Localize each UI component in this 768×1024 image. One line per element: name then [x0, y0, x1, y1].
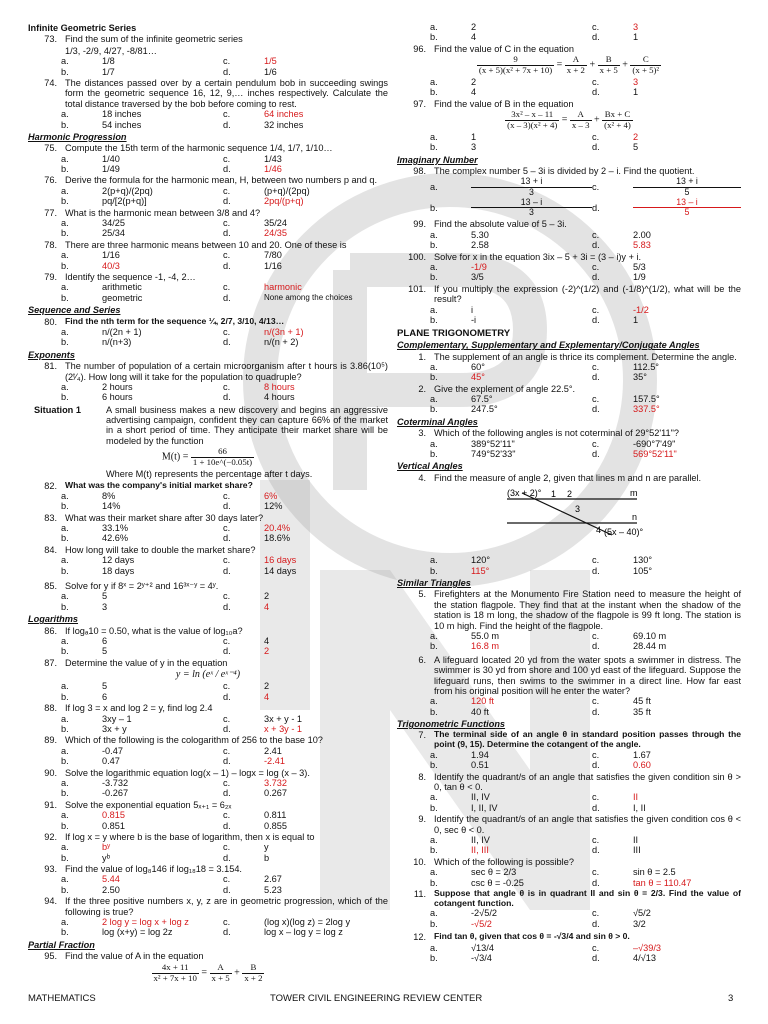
section-title-partial-fraction: Partial Fraction — [28, 939, 95, 950]
question-82: 82. What was the company's initial market share? a. 8% c. 6% b. 14% d. 12% — [44, 479, 283, 512]
trig-question-3: 3. Which of the following angles is not coterminal of 29°52'11"? a. 389°52'11" c. -690°7'49" b. 749°52'33" d. 569°52'11" — [418, 428, 679, 460]
question-86: 86. If logₐ10 = 0.50, what is the value of log₁₀a? a. 6 c. 4 b. 5 d. 2 — [44, 625, 270, 657]
question-81: 81. The number of population of a certain microorganism after t hours is 3.86(10⁵)(2ᵗ⁄₄). How long will it take for the population to quadruple? a. 2 hours c. 8 hours b. 6 hours d. 4 hours — [44, 361, 388, 403]
right-column — [397, 22, 741, 963]
footer-page-number: 3 — [728, 993, 734, 1004]
figure-label-2: 2 — [567, 489, 573, 500]
section-title-harmonic: Harmonic Progression — [28, 131, 127, 142]
question-75: 75. Compute the 15th term of the harmonic sequence 1/4, 1/7, 1/10… a. 1/40 c. 1/43 b. 1/49 d. 1/46 — [44, 143, 333, 175]
footer-center-name: TOWER CIVIL ENGINEERING REVIEW CENTER — [270, 993, 483, 1004]
section-title-logarithms: Logarithms — [28, 614, 79, 625]
question-100: 100. Solve for x in the equation 3ix – 5 + 3i = (3 – i)y + i. a. -1/9 c. 5/3 b. 3/5 d. 1/9 — [408, 251, 646, 283]
trig-question-10: 10. Which of the following is possible? a. sec θ = 2/3 c. sin θ = 2.5 b. csc θ = -0.25 d. tan θ = 110.47 — [413, 856, 692, 888]
question-88: 88. If log 3 = x and log 2 = y, find log 2.4 a. 3xy – 1 c. 3x + y - 1 b. 3x + y d. x + 3y - 1 — [44, 703, 303, 734]
question-93: 93. Find the value of log₈146 if log₁₈18 = 3.154. a. 5.44 c. 2.67 b. 2.50 d. 5.23 — [44, 864, 282, 895]
question-74: 74. The distances passed over by a certain pendulum bob in succeeding swings form the geometric sequence 16, 12, 9,… inches respectively. Calculate the total distance traversed by the bob before coming to rest. a. 18 inches c. 64 inches b. 54 inches d. 32 inches — [44, 77, 388, 130]
question-73: 73. Find the sum of the infinite geometric series 1/3, -2/9, 4/27, -8/81… a. 1/8 c. 1/5 b. 1/7 d. 1/6 — [44, 34, 277, 77]
section-title-complementary: Complementary, Supplementary and Explementary/Conjugate Angles — [397, 340, 700, 351]
parallel-lines-diagram — [397, 485, 741, 555]
partial-fraction-equation-a: $\frac{4x + 11}{\text{x² + 7x + 10}}$ = $\frac{A}{x + 5}$ + $\frac{B}{x + 2}$ — [153, 961, 263, 983]
question-87: 87. Determine the value of y in the equation y = ln (eˣ / eˣ⁻⁴) a. 5 c. 2 b. 6 d. 4 — [28, 658, 388, 702]
trig-question-8: 8. Identify the quadrant/s of an angle that satisfies the given condition sin θ > 0, tan θ < 0. a. II, IV c. II b. I, II, IV d. I, II — [418, 771, 741, 813]
partial-fraction-equation-c: $\frac{9}{\text{(x + 5)(x² + 7x + 10)}}$ = $\frac{A}{x + 2}$ + $\frac{B}{x + 5}$ + $\frac{C}{\text{(x + 5)²}}$ — [478, 54, 660, 76]
figure-label-4: 4 — [596, 525, 602, 536]
section-title-infinite: Infinite Geometric Series — [28, 23, 137, 33]
question-79: 79. Identify the sequence -1, -4, 2… a. arithmetic c. harmonic b. geometric d. None among the choices — [44, 271, 353, 303]
question-85: 85. Solve for y if 8ˣ = 2ʸ⁺² and 16³ˣ⁻ʸ = 4ʸ. a. 5 c. 2 b. 3 d. 4 — [44, 581, 270, 612]
figure-label-1: 1 — [551, 489, 557, 500]
question-97: 97. Find the value of B in the equation $\frac{\text{3x² – x – 11}}{\text{(x – 3)(x² + 4)}}$ = $\frac{A}{x - 3}$ + $\frac{Bx + C}{\text{(x² + 4)}}$ a. 1 c. 2 b. 3 d. 5 — [397, 99, 741, 153]
figure-label-5x40: (5x – 40)° — [604, 527, 644, 538]
question-92: 92. If log x = y where b is the base of logarithm, then x is equal to a. bʸ c. y b. yᵇ d. b — [44, 831, 315, 863]
parallel-lines-figure — [397, 485, 741, 555]
market-share-equation: M(t) = $\frac{66}{1 + 10e\^{}(-0.05t)}$ — [161, 446, 253, 468]
section-title-plane-trig: PLANE TRIGONOMETRY — [397, 328, 511, 340]
question-98: 98. The complex number 5 – 3i is divided by 2 – i. Find the quotient. a. 13 + i 3 c. 13 + i 5 b. 13 – i 3 d. 13 – i 5 — [397, 166, 741, 218]
question-76: 76. Derive the formula for the harmonic mean, H, between two numbers p and q. a. 2(p+q)/(2pq) c. (p+q)/(2pq) b. pq/[2(p+q)] d. 2pq/(p+q) — [44, 175, 378, 207]
section-title-coterminal: Coterminal Angles — [397, 416, 478, 427]
section-title-sequence: Sequence and Series — [28, 305, 121, 316]
trig-question-2: 2. Give the explement of angle 22.5°. a. 67.5° c. 157.5° b. 247.5° d. 337.5° — [418, 383, 660, 415]
question-84: 84. How long will take to double the market share? a. 12 days c. 16 days b. 18 days d. 14 days — [44, 544, 297, 576]
trig-question-12: 12. Find tan θ, given that cos θ = -√3/4 and sin θ > 0. a. √13/4 c. –√39/3 b. -√3/4 d. 4/√13 — [413, 931, 662, 963]
question-95: 95. Find the value of A in the equation $\frac{4x + 11}{\text{x² + 7x + 10}}$ = $\frac{A}{x + 5}$ + $\frac{B}{x + 2}$ — [28, 951, 388, 983]
section-title-exponents: Exponents — [28, 349, 75, 360]
trig-question-1: 1. The supplement of an angle is thrice its complement. Determine the angle. a. 60° c. 112.5° b. 45° d. 35° — [418, 351, 737, 383]
figure-label-m: m — [630, 488, 638, 499]
question-96: 96. Find the value of C in the equation $\frac{9}{\text{(x + 5)(x² + 7x + 10)}}$ = $\frac{A}{x + 2}$ + $\frac{B}{x + 5}$ + $\frac{C}{\text{(x + 5)²}}$ a. 2 c. 3 b. 4 d. 1 — [397, 44, 741, 98]
section-title-vertical: Vertical Angles — [397, 461, 463, 472]
trig-question-4: 4. Find the measure of angle 2, given that lines m and n are parallel. (3x + 2)° 1 2 m 3 n 4 (5x – 40)° a. 120° c. 130° b. 115° d. 105° — [397, 473, 741, 576]
question-78: 78. There are three harmonic means between 10 and 20. One of these is a. 1/16 c. 7/80 b. 40/3 d. 1/16 — [44, 239, 347, 271]
question-91: 91. Solve the exponential equation 5ₓ₊₁ = 6₂ₓ a. 0.815 c. 0.811 b. 0.851 d. 0.855 — [44, 799, 287, 831]
figure-label-3: 3 — [575, 504, 581, 515]
trig-question-5: 5. Firefighters at the Monumento Fire Station need to measure the height of the station flagpole. They find that at the instant when the shadow of the station is 18 m long, the shadow of the flagpole is 99 ft long. The station is 10 m high. Find the height of the flagpole. a. 55.0 m c. 69.10 m b. 16.8 m d. 28.44 m — [418, 589, 741, 652]
question-90: 90. Solve the logarithmic equation log(x – 1) – logx = log (x – 3). a. -3.732 c. 3.732 b. -0.267 d. 0.267 — [44, 767, 310, 799]
question-95-options: a. 2 c. 3 b. 4 d. 1 — [430, 22, 639, 43]
question-101: 101. If you multiply the expression (-2)^(1/2) and (-1/8)^(1/2), what will be the result? a. i c. -1/2 b. -i d. 1 — [408, 283, 741, 325]
trig-question-11: 11. Suppose that angle θ is in quadrant II and sin θ = 2/3. Find the value of cotangent function. a. -2√5/2 c. √5/2 b. -√5/2 d. 3/2 — [413, 887, 741, 929]
footer-subject: MATHEMATICS — [28, 993, 96, 1004]
situation-1: Situation 1 A small business makes a new discovery and begins an aggressive advertising campaign, confident they can capture 66% of the market in a short period of time. They anticipate their market share will be modeled by the function — [34, 404, 388, 446]
trig-question-7: 7. The terminal side of an angle θ in standard position passes through the point (9, 15). Determine the cotangent of the angle. a. 1.94 c. 1.67 b. 0.51 d. 0.60 — [418, 729, 741, 771]
section-title-similar: Similar Triangles — [397, 578, 471, 588]
partial-fraction-equation-b: $\frac{\text{3x² – x – 11}}{\text{(x – 3)(x² + 4)}}$ = $\frac{A}{x - 3}$ + $\frac{Bx + C}{\text{(x² + 4)}}$ — [507, 109, 631, 131]
section-title-trig-functions: Trigonometric Functions — [397, 719, 506, 730]
trig-question-9: 9. Identify the quadrant/s of an angle that satisfies the given condition cos θ < 0, sec θ < 0. a. II, IV c. II b. II, III d. III — [418, 814, 741, 856]
question-80: 80. Find the nth term for the sequence ¼, 2/7, 3/10, 4/13… a. n/(2n + 1) c. n/(3n + 1) b. n/(n+3) d. n/(n + 2) — [44, 315, 304, 348]
question-89: 89. Which of the following is the cologarithm of 256 to the base 10? a. -0.47 c. 2.41 b. 0.47 d. -2.41 — [44, 735, 323, 767]
question-99: 99. Find the absolute value of 5 – 3i. a. 5.30 c. 2.00 b. 2.58 d. 5.83 — [413, 219, 651, 251]
section-title-imaginary: Imaginary Number — [397, 154, 478, 165]
question-77: 77. What is the harmonic mean between 3/8 and 4? a. 34/25 c. 35/24 b. 25/34 d. 24/35 — [44, 207, 287, 239]
question-83: 83. What was their market share after 30 days later? a. 33.1% c. 20.4% b. 42.6% d. 18.6% — [44, 512, 291, 544]
trig-question-6: 6. A lifeguard located 20 yd from the water spots a swimmer in distress. The swimmer is 30 yd from shore and 100 yd east of the lifeguard. Suppose the lifeguard runs, then swims to the swimmer in a direct line. How far east from his original position will he enter the water? a. 120 ft c. 45 ft b. 40 ft d. 35 ft — [418, 654, 741, 717]
left-column — [28, 22, 388, 984]
figure-label-n: n — [632, 512, 638, 523]
question-94: 94. If the three positive numbers x, y, z are in geometric progression, which of the following is true? a. 2 log y = log x + log z c. (log x)(log z) = 2log y b. log (x+y) = log 2z d. log x – log y = log z — [44, 896, 388, 938]
log-equation: y = ln (eˣ / eˣ⁻⁴) — [175, 669, 241, 681]
situation-1-note: Where M(t) represents the percentage after t days. — [106, 469, 313, 480]
figure-label-3x2: (3x + 2)° — [507, 488, 542, 499]
